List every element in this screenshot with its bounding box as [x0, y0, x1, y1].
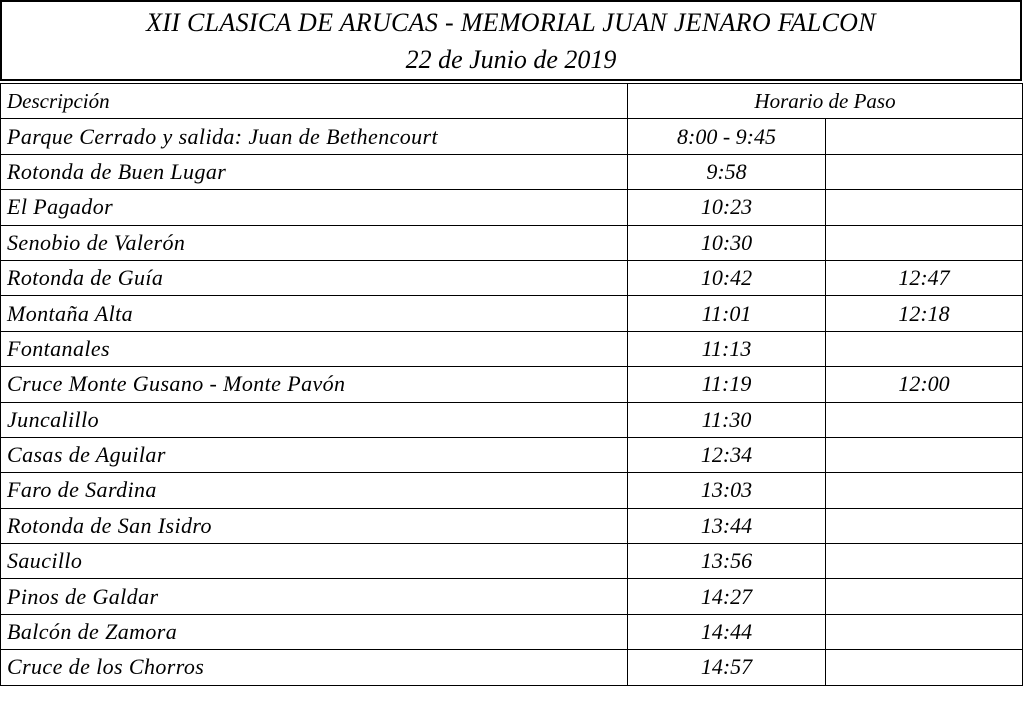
row-place: Casas de Aguilar [1, 437, 628, 472]
row-time-first-pass: 11:13 [628, 331, 826, 366]
row-time-second-pass [826, 190, 1023, 225]
row-time-first-pass: 11:19 [628, 367, 826, 402]
row-place: Balcón de Zamora [1, 614, 628, 649]
row-place: Pinos de Galdar [1, 579, 628, 614]
row-time-second-pass [826, 544, 1023, 579]
row-time-second-pass [826, 437, 1023, 472]
table-row [1, 367, 1023, 402]
row-time-second-pass: 12:00 [826, 367, 1023, 402]
row-place: Rotonda de Buen Lugar [1, 154, 628, 189]
row-place: Faro de Sardina [1, 473, 628, 508]
column-header-description: Descripción [1, 84, 628, 119]
table-header-row [1, 84, 1023, 119]
row-place: Cruce de los Chorros [1, 650, 628, 685]
row-time-second-pass [826, 650, 1023, 685]
row-time-second-pass [826, 402, 1023, 437]
row-time-first-pass: 12:34 [628, 437, 826, 472]
column-header-schedule: Horario de Paso [628, 84, 1023, 119]
row-time-first-pass: 13:56 [628, 544, 826, 579]
row-time-second-pass [826, 225, 1023, 260]
row-time-second-pass [826, 614, 1023, 649]
table-row [1, 402, 1023, 437]
row-time-first-pass: 14:44 [628, 614, 826, 649]
row-time-second-pass [826, 508, 1023, 543]
table-row [1, 331, 1023, 366]
schedule-rows [1, 119, 1023, 685]
row-time-first-pass: 10:23 [628, 190, 826, 225]
table-row [1, 225, 1023, 260]
row-time-second-pass [826, 119, 1023, 154]
row-place: Senobio de Valerón [1, 225, 628, 260]
row-time-first-pass: 14:57 [628, 650, 826, 685]
table-row [1, 154, 1023, 189]
row-time-first-pass: 14:27 [628, 579, 826, 614]
row-place: El Pagador [1, 190, 628, 225]
table-row [1, 260, 1023, 295]
row-time-second-pass: 12:47 [826, 260, 1023, 295]
table-row [1, 296, 1023, 331]
title-block [0, 0, 1022, 81]
table-row [1, 119, 1023, 154]
row-time-second-pass [826, 579, 1023, 614]
table-row [1, 614, 1023, 649]
table-row [1, 190, 1023, 225]
row-time-first-pass: 11:01 [628, 296, 826, 331]
row-place: Cruce Monte Gusano - Monte Pavón [1, 367, 628, 402]
schedule-table [0, 83, 1023, 686]
row-time-first-pass: 10:30 [628, 225, 826, 260]
row-time-first-pass: 8:00 - 9:45 [628, 119, 826, 154]
row-place: Montaña Alta [1, 296, 628, 331]
row-time-second-pass [826, 154, 1023, 189]
table-row [1, 508, 1023, 543]
row-place: Saucillo [1, 544, 628, 579]
row-place: Fontanales [1, 331, 628, 366]
event-date: 22 de Junio de 2019 [405, 45, 617, 74]
row-time-first-pass: 13:03 [628, 473, 826, 508]
row-time-second-pass [826, 331, 1023, 366]
row-time-first-pass: 10:42 [628, 260, 826, 295]
row-place: Parque Cerrado y salida: Juan de Bethencourt [1, 119, 628, 154]
table-row [1, 650, 1023, 685]
page-title: XII CLASICA DE ARUCAS - MEMORIAL JUAN JENARO FALCON [146, 8, 876, 37]
table-row [1, 473, 1023, 508]
row-place: Rotonda de Guía [1, 260, 628, 295]
row-time-second-pass: 12:18 [826, 296, 1023, 331]
row-time-second-pass [826, 473, 1023, 508]
row-time-first-pass: 9:58 [628, 154, 826, 189]
table-row [1, 437, 1023, 472]
table-row [1, 579, 1023, 614]
table-row [1, 544, 1023, 579]
row-time-first-pass: 11:30 [628, 402, 826, 437]
row-place: Juncalillo [1, 402, 628, 437]
row-time-first-pass: 13:44 [628, 508, 826, 543]
row-place: Rotonda de San Isidro [1, 508, 628, 543]
